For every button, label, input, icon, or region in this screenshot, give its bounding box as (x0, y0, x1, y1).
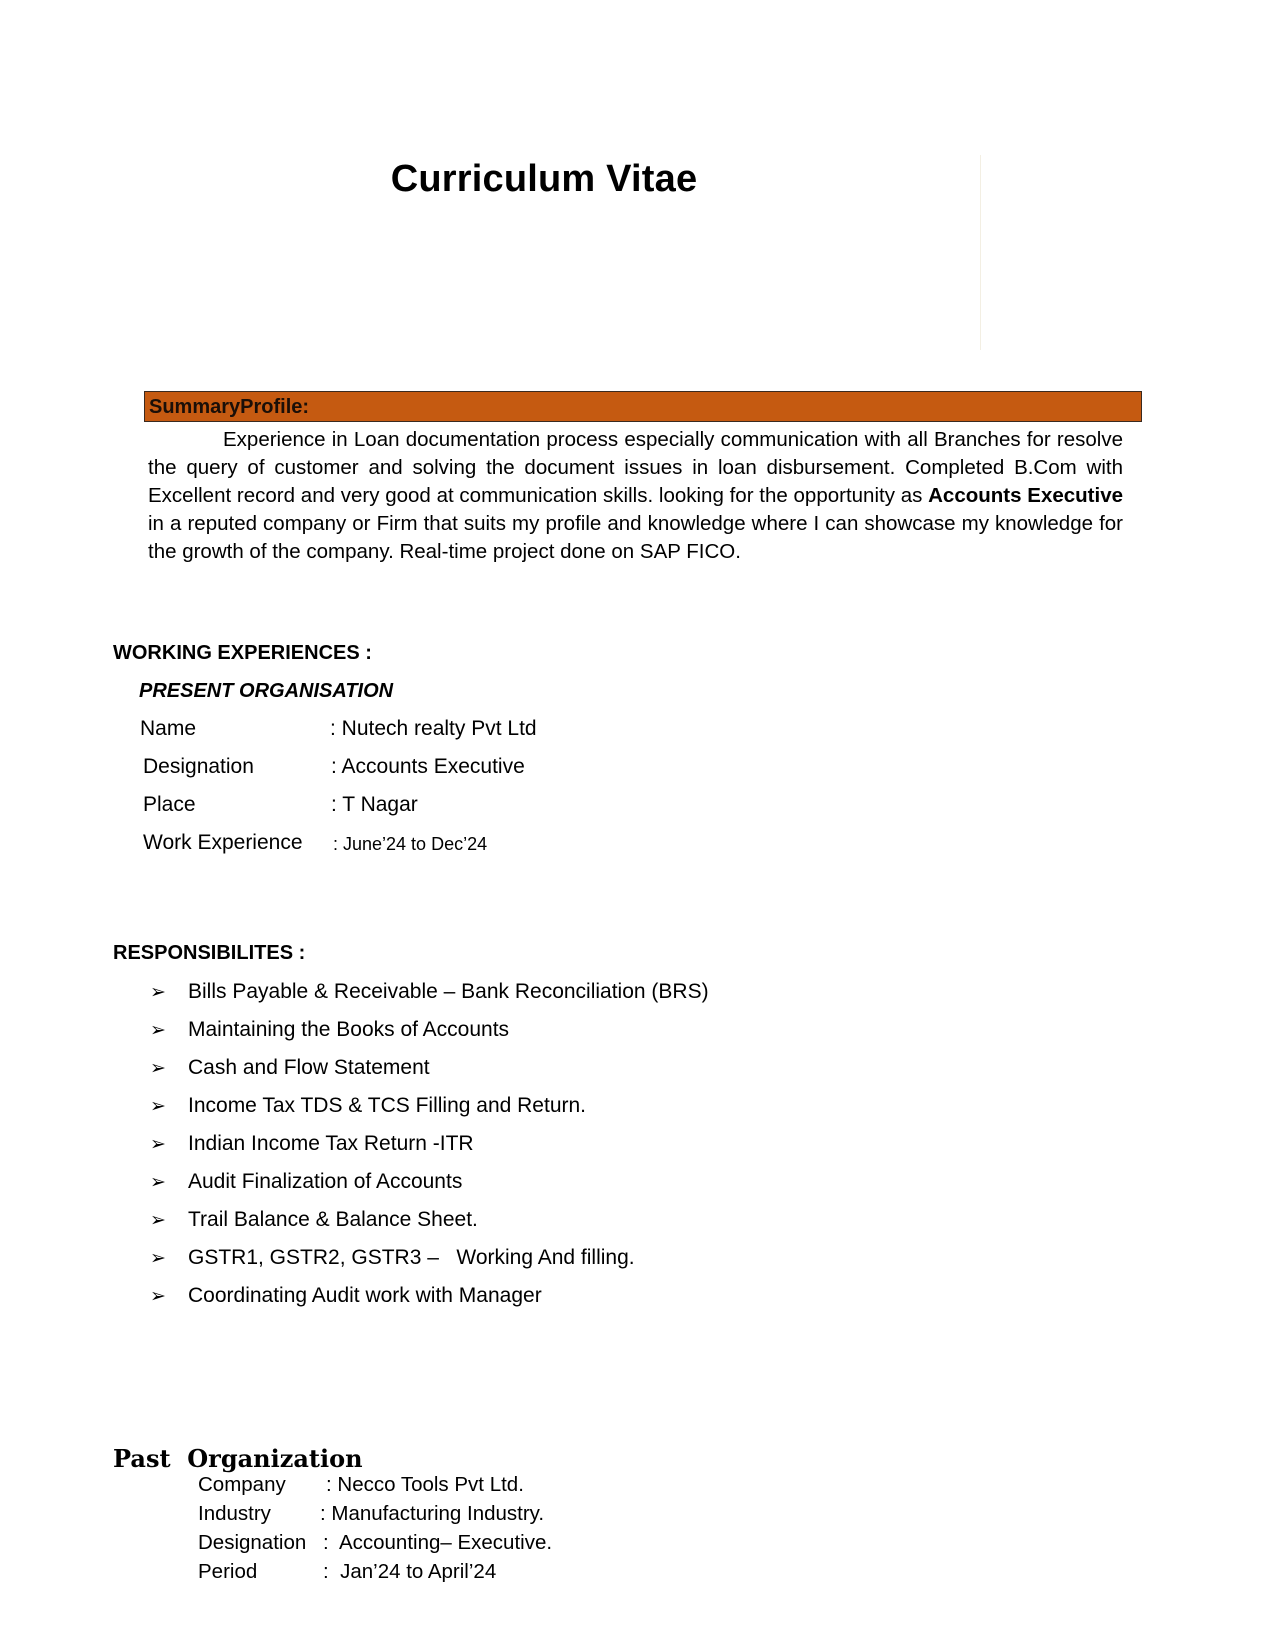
work-label: Name (140, 717, 197, 740)
past-label: Period (198, 1560, 258, 1583)
work-value: : Nutech realty Pvt Ltd (330, 717, 537, 740)
past-value: : Jan’24 to April’24 (323, 1560, 497, 1583)
responsibility-item: ➢ Audit Finalization of Accounts (150, 1170, 463, 1193)
work-label: Designation (143, 755, 254, 778)
photo-placeholder-line (980, 155, 981, 350)
summary-role: Accounts Executive (928, 484, 1123, 507)
past-value: : Necco Tools Pvt Ltd. (326, 1473, 524, 1496)
work-label: Work Experience (143, 831, 303, 854)
arrow-bullet-icon: ➢ (150, 982, 166, 1003)
present-organisation-heading: PRESENT ORGANISATION (139, 680, 394, 702)
work-value: : June’24 to Dec’24 (333, 834, 488, 854)
arrow-bullet-icon: ➢ (150, 1058, 166, 1079)
responsibility-item: ➢ Trail Balance & Balance Sheet. (150, 1208, 478, 1231)
summary-text-part1: Experience in Loan documentation process especially communication with all Branches for resolve the query of customer and solving the document issues in loan disbursement. Completed B.Com with Excellent record and very good at communication skills. looking for the opportunity as (148, 428, 1123, 507)
work-value: : Accounts Executive (331, 755, 525, 778)
responsibility-item: ➢ Coordinating Audit work with Manager (150, 1284, 542, 1307)
summary-heading-bar (144, 391, 1142, 422)
arrow-bullet-icon: ➢ (150, 1134, 166, 1155)
arrow-bullet-icon: ➢ (150, 1210, 166, 1231)
summary-heading: SummaryProfile: (149, 396, 310, 418)
past-label: Designation (198, 1531, 307, 1554)
summary-text-part2: in a reputed company or Firm that suits my profile and knowledge where I can showcase my knowledge for the growth of the company. Real-time project done on SAP FICO. (148, 512, 1123, 563)
responsibility-item: ➢ Maintaining the Books of Accounts (150, 1018, 510, 1041)
working-experiences-heading: WORKING EXPERIENCES : (113, 642, 372, 664)
past-value: : Accounting– Executive. (323, 1531, 553, 1554)
page-title: Curriculum Vitae (390, 158, 698, 200)
responsibility-item: ➢ Bills Payable & Receivable – Bank Reconciliation (BRS) (150, 980, 709, 1003)
arrow-bullet-icon: ➢ (150, 1286, 166, 1307)
arrow-bullet-icon: ➢ (150, 1020, 166, 1041)
responsibilities-heading: RESPONSIBILITES : (113, 942, 306, 964)
arrow-bullet-icon: ➢ (150, 1248, 166, 1269)
work-label: Place (143, 793, 196, 816)
past-label: Company (198, 1473, 286, 1496)
work-value: : T Nagar (331, 793, 418, 816)
arrow-bullet-icon: ➢ (150, 1172, 166, 1193)
past-value: : Manufacturing Industry. (320, 1502, 545, 1525)
responsibility-item: ➢ Indian Income Tax Return -ITR (150, 1132, 474, 1155)
responsibility-item: ➢ Income Tax TDS & TCS Filling and Return. (150, 1094, 587, 1117)
summary-paragraph (148, 426, 1123, 566)
arrow-bullet-icon: ➢ (150, 1096, 166, 1117)
responsibility-item: ➢ GSTR1, GSTR2, GSTR3 – Working And filling. (150, 1246, 635, 1269)
past-label: Industry (198, 1502, 271, 1525)
past-organization-heading: Past Organization (113, 1444, 363, 1473)
responsibility-item: ➢ Cash and Flow Statement (150, 1056, 430, 1079)
